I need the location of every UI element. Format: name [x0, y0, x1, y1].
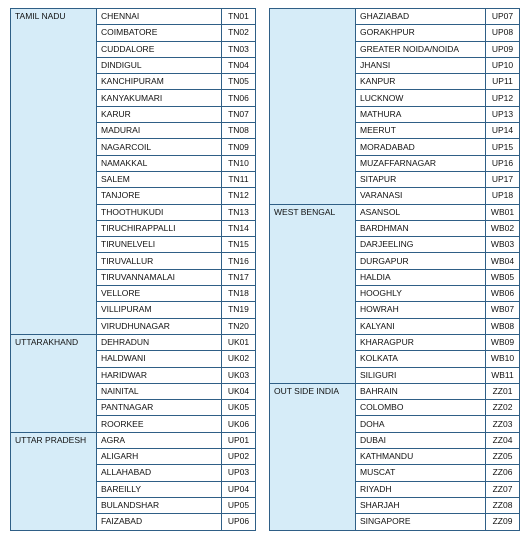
- code-cell: UP16: [486, 155, 520, 171]
- city-cell: SITAPUR: [356, 171, 486, 187]
- city-cell: HOOGHLY: [356, 286, 486, 302]
- city-cell: HALDIA: [356, 269, 486, 285]
- code-cell: WB07: [486, 302, 520, 318]
- code-cell: UP05: [222, 497, 256, 513]
- table-row: [11, 9, 256, 25]
- city-cell: SHARJAH: [356, 497, 486, 513]
- city-cell: VIRUDHUNAGAR: [97, 318, 222, 334]
- code-cell: UP15: [486, 139, 520, 155]
- state-cell: OUT SIDE INDIA: [270, 383, 356, 530]
- code-cell: TN06: [222, 90, 256, 106]
- city-cell: THOOTHUKUDI: [97, 204, 222, 220]
- code-cell: UK06: [222, 416, 256, 432]
- city-cell: VARANASI: [356, 188, 486, 204]
- code-cell: TN05: [222, 74, 256, 90]
- city-cell: GREATER NOIDA/NOIDA: [356, 41, 486, 57]
- code-cell: ZZ07: [486, 481, 520, 497]
- city-cell: KANPUR: [356, 74, 486, 90]
- code-cell: TN11: [222, 171, 256, 187]
- city-cell: MADURAI: [97, 123, 222, 139]
- city-cell: COLOMBO: [356, 400, 486, 416]
- state-cell: WEST BENGAL: [270, 204, 356, 383]
- city-cell: MATHURA: [356, 106, 486, 122]
- state-cell: UTTARAKHAND: [11, 334, 97, 432]
- city-cell: BULANDSHAR: [97, 497, 222, 513]
- code-cell: WB09: [486, 334, 520, 350]
- city-cell: RIYADH: [356, 481, 486, 497]
- code-cell: UP03: [222, 465, 256, 481]
- code-cell: ZZ05: [486, 449, 520, 465]
- city-cell: COIMBATORE: [97, 25, 222, 41]
- code-cell: TN09: [222, 139, 256, 155]
- city-cell: TIRUCHIRAPPALLI: [97, 220, 222, 236]
- code-cell: UK05: [222, 400, 256, 416]
- city-cell: TANJORE: [97, 188, 222, 204]
- city-cell: KHARAGPUR: [356, 334, 486, 350]
- code-cell: ZZ04: [486, 432, 520, 448]
- code-cell: TN03: [222, 41, 256, 57]
- city-cell: SALEM: [97, 171, 222, 187]
- code-cell: TN15: [222, 237, 256, 253]
- city-cell: CHENNAI: [97, 9, 222, 25]
- code-cell: WB11: [486, 367, 520, 383]
- code-cell: WB05: [486, 269, 520, 285]
- code-cell: UP10: [486, 57, 520, 73]
- city-cell: SILIGURI: [356, 367, 486, 383]
- code-cell: UP12: [486, 90, 520, 106]
- table-row: [270, 9, 520, 25]
- city-cell: KOLKATA: [356, 351, 486, 367]
- city-cell: MUSCAT: [356, 465, 486, 481]
- code-cell: UP02: [222, 449, 256, 465]
- right-table-body: [270, 9, 520, 531]
- city-cell: NAINITAL: [97, 383, 222, 399]
- code-cell: WB04: [486, 253, 520, 269]
- city-cell: DOHA: [356, 416, 486, 432]
- city-cell: HALDWANI: [97, 351, 222, 367]
- code-cell: UP11: [486, 74, 520, 90]
- city-code-table-right: [269, 8, 520, 531]
- city-cell: SINGAPORE: [356, 514, 486, 530]
- table-row: [11, 432, 256, 448]
- city-cell: GHAZIABAD: [356, 9, 486, 25]
- city-cell: DUBAI: [356, 432, 486, 448]
- city-cell: LUCKNOW: [356, 90, 486, 106]
- code-cell: UP07: [486, 9, 520, 25]
- city-cell: BAREILLY: [97, 481, 222, 497]
- city-code-table-left: [10, 8, 256, 531]
- code-cell: ZZ03: [486, 416, 520, 432]
- code-cell: TN16: [222, 253, 256, 269]
- code-cell: TN04: [222, 57, 256, 73]
- code-cell: ZZ09: [486, 514, 520, 530]
- code-cell: WB06: [486, 286, 520, 302]
- code-cell: WB03: [486, 237, 520, 253]
- city-cell: PANTNAGAR: [97, 400, 222, 416]
- code-cell: UK03: [222, 367, 256, 383]
- code-cell: UP06: [222, 514, 256, 530]
- city-cell: VILLIPURAM: [97, 302, 222, 318]
- code-cell: TN20: [222, 318, 256, 334]
- code-cell: UP13: [486, 106, 520, 122]
- code-cell: TN10: [222, 155, 256, 171]
- city-cell: KALYANI: [356, 318, 486, 334]
- city-cell: HOWRAH: [356, 302, 486, 318]
- code-cell: UK02: [222, 351, 256, 367]
- state-cell: UTTAR PRADESH: [11, 432, 97, 530]
- code-cell: TN07: [222, 106, 256, 122]
- code-cell: WB01: [486, 204, 520, 220]
- code-cell: ZZ02: [486, 400, 520, 416]
- city-cell: TIRUVANNAMALAI: [97, 269, 222, 285]
- code-cell: TN02: [222, 25, 256, 41]
- city-cell: DEHRADUN: [97, 334, 222, 350]
- city-cell: KARUR: [97, 106, 222, 122]
- code-cell: UP08: [486, 25, 520, 41]
- code-cell: TN14: [222, 220, 256, 236]
- city-cell: HARIDWAR: [97, 367, 222, 383]
- city-cell: FAIZABAD: [97, 514, 222, 530]
- city-cell: BAHRAIN: [356, 383, 486, 399]
- city-cell: KATHMANDU: [356, 449, 486, 465]
- city-cell: VELLORE: [97, 286, 222, 302]
- left-table-panel: [10, 8, 255, 531]
- state-cell: TAMIL NADU: [11, 9, 97, 335]
- code-cell: UK04: [222, 383, 256, 399]
- city-cell: BARDHMAN: [356, 220, 486, 236]
- city-cell: MORADABAD: [356, 139, 486, 155]
- code-cell: WB10: [486, 351, 520, 367]
- city-cell: AGRA: [97, 432, 222, 448]
- code-cell: ZZ06: [486, 465, 520, 481]
- city-cell: KANYAKUMARI: [97, 90, 222, 106]
- table-row: [270, 383, 520, 399]
- city-cell: MUZAFFARNAGAR: [356, 155, 486, 171]
- city-cell: CUDDALORE: [97, 41, 222, 57]
- code-cell: TN18: [222, 286, 256, 302]
- city-cell: DURGAPUR: [356, 253, 486, 269]
- left-table-body: [11, 9, 256, 531]
- code-cell: TN13: [222, 204, 256, 220]
- code-cell: TN08: [222, 123, 256, 139]
- code-cell: UP14: [486, 123, 520, 139]
- city-cell: JHANSI: [356, 57, 486, 73]
- state-cell: [270, 9, 356, 205]
- code-cell: ZZ01: [486, 383, 520, 399]
- city-cell: ALLAHABAD: [97, 465, 222, 481]
- code-cell: TN12: [222, 188, 256, 204]
- code-cell: UP04: [222, 481, 256, 497]
- code-cell: UP17: [486, 171, 520, 187]
- code-cell: UK01: [222, 334, 256, 350]
- right-table-panel: [269, 8, 519, 531]
- code-cell: WB02: [486, 220, 520, 236]
- city-cell: DINDIGUL: [97, 57, 222, 73]
- city-cell: DARJEELING: [356, 237, 486, 253]
- city-cell: TIRUVALLUR: [97, 253, 222, 269]
- code-cell: TN17: [222, 269, 256, 285]
- city-cell: ROORKEE: [97, 416, 222, 432]
- city-cell: KANCHIPURAM: [97, 74, 222, 90]
- city-cell: TIRUNELVELI: [97, 237, 222, 253]
- code-cell: TN01: [222, 9, 256, 25]
- code-cell: ZZ08: [486, 497, 520, 513]
- city-cell: MEERUT: [356, 123, 486, 139]
- table-row: [11, 334, 256, 350]
- city-cell: GORAKHPUR: [356, 25, 486, 41]
- city-cell: NAMAKKAL: [97, 155, 222, 171]
- code-cell: TN19: [222, 302, 256, 318]
- code-cell: UP09: [486, 41, 520, 57]
- city-cell: ALIGARH: [97, 449, 222, 465]
- city-cell: NAGARCOIL: [97, 139, 222, 155]
- code-cell: UP18: [486, 188, 520, 204]
- table-row: [270, 204, 520, 220]
- city-cell: ASANSOL: [356, 204, 486, 220]
- code-cell: UP01: [222, 432, 256, 448]
- code-cell: WB08: [486, 318, 520, 334]
